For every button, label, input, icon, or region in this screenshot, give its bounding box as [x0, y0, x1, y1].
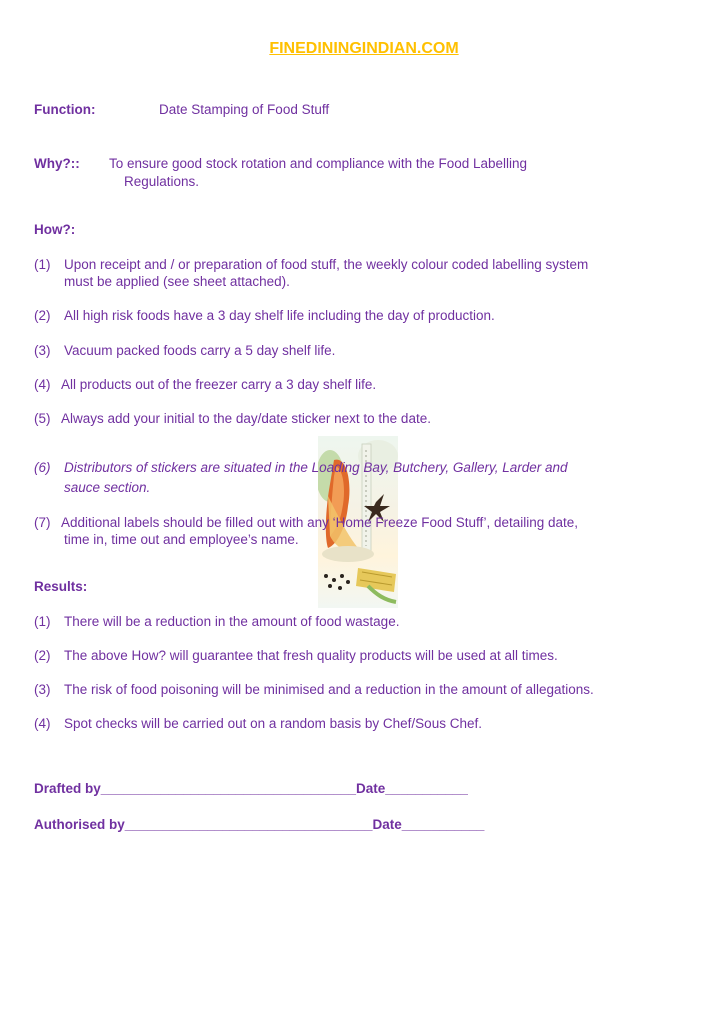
drafted-by-line: Drafted by__________________________________Date___________	[34, 781, 468, 796]
result-item-3-number: (3)	[34, 682, 51, 697]
how-item-6-text: Distributors of stickers are situated in the Loading Bay, Butchery, Gallery, Larder and	[64, 460, 568, 475]
how-item-1-text: Upon receipt and / or preparation of food stuff, the weekly colour coded labelling system	[64, 257, 589, 272]
how-item-1-text-cont: must be applied (see sheet attached).	[64, 274, 290, 289]
why-line-1: To ensure good stock rotation and compliance with the Food Labelling	[109, 156, 528, 171]
function-value: Date Stamping of Food Stuff	[159, 102, 330, 117]
result-item-4-text: Spot checks will be carried out on a random basis by Chef/Sous Chef.	[64, 716, 482, 731]
how-label: How?:	[34, 222, 76, 237]
how-item-3-number: (3)	[34, 343, 51, 358]
result-item-1-text: There will be a reduction in the amount of food wastage.	[64, 614, 400, 629]
function-label: Function:	[34, 102, 96, 117]
results-label: Results:	[34, 579, 88, 594]
how-item-7-text: Additional labels should be filled out with any ‘Home Freeze Food Stuff’, detailing date,	[61, 515, 579, 530]
page-title: FINEDININGINDIAN.COM	[269, 40, 459, 57]
how-item-1-number: (1)	[34, 257, 51, 272]
how-item-7-number: (7)	[34, 515, 51, 530]
result-item-3-text: The risk of food poisoning will be minimised and a reduction in the amount of allegations.	[64, 682, 594, 697]
how-item-4-number: (4)	[34, 377, 51, 392]
result-item-2-number: (2)	[34, 648, 51, 663]
how-item-5-number: (5)	[34, 411, 51, 426]
why-label: Why?::	[34, 156, 80, 171]
how-item-6-number: (6)	[34, 460, 51, 475]
how-item-2-text: All high risk foods have a 3 day shelf life including the day of production.	[64, 308, 495, 323]
how-item-6-text-cont: sauce section.	[64, 480, 151, 495]
authorised-by-line: Authorised by_________________________________Date___________	[34, 817, 485, 832]
how-item-2-number: (2)	[34, 308, 51, 323]
how-item-3-text: Vacuum packed foods carry a 5 day shelf life.	[64, 343, 336, 358]
result-item-2-text: The above How? will guarantee that fresh quality products will be used at all times.	[64, 648, 558, 663]
how-item-4-text: All products out of the freezer carry a 3 day shelf life.	[61, 377, 377, 392]
why-line-2: Regulations.	[124, 174, 200, 189]
how-item-5-text: Always add your initial to the day/date sticker next to the date.	[61, 411, 431, 426]
result-item-1-number: (1)	[34, 614, 51, 629]
how-item-7-text-cont: time in, time out and employee’s name.	[64, 532, 299, 547]
result-item-4-number: (4)	[34, 716, 51, 731]
